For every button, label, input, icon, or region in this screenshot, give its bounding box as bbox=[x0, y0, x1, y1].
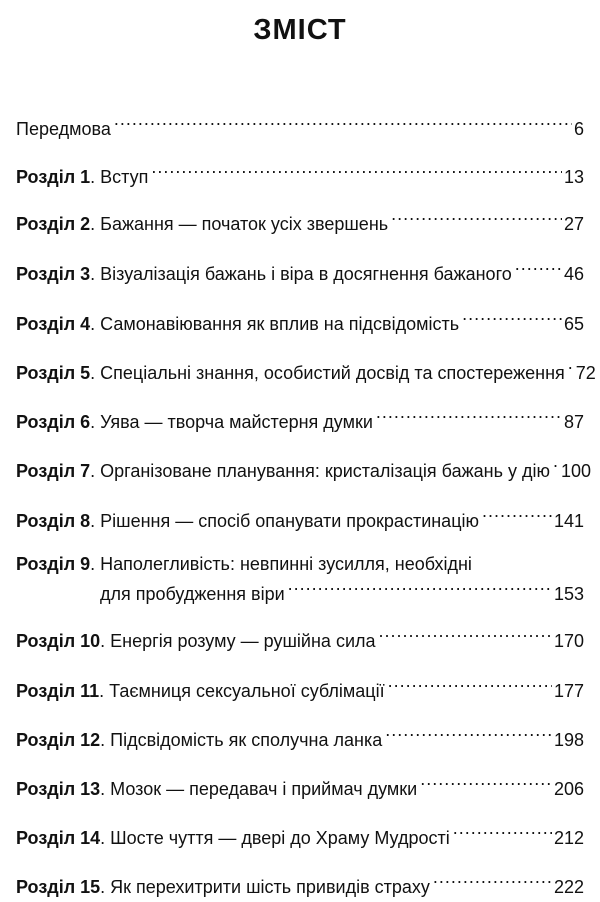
toc-entry-title: . Рішення — спосіб опанувати прокрастинацію bbox=[90, 511, 480, 531]
toc-entry-title: . Уява — творча майстерня думки bbox=[90, 412, 373, 432]
toc-page-number: 206 bbox=[553, 779, 584, 799]
toc-entry-title: . Таємниця сексуальної сублімації bbox=[99, 681, 385, 701]
leader-dots bbox=[391, 206, 562, 230]
toc-entry-title: . Енергія розуму — рушійна сила bbox=[100, 631, 376, 651]
toc-entry-chapter-4[interactable] bbox=[16, 306, 584, 336]
toc-entry-chapter-10[interactable] bbox=[16, 623, 584, 653]
toc-entry-chapter-13[interactable] bbox=[16, 771, 584, 801]
chapter-label: Розділ 9 bbox=[16, 554, 91, 574]
chapter-label: Розділ 13 bbox=[16, 779, 101, 799]
leader-dots bbox=[420, 771, 552, 795]
chapter-label: Розділ 12 bbox=[16, 730, 101, 750]
toc-entry-title: . Бажання — початок усіх звершень bbox=[90, 214, 389, 234]
toc-entry-chapter-9[interactable] bbox=[16, 552, 584, 606]
toc-entry-title: . Вступ bbox=[90, 167, 149, 187]
chapter-label: Розділ 14 bbox=[16, 828, 101, 848]
chapter-label: Розділ 2 bbox=[16, 214, 91, 234]
toc-entry-chapter-15[interactable] bbox=[16, 869, 584, 899]
chapter-label: Розділ 15 bbox=[16, 877, 101, 897]
toc-page-number: 100 bbox=[560, 461, 592, 481]
leader-dots bbox=[288, 576, 552, 600]
leader-dots bbox=[114, 111, 572, 135]
toc-page-number: 198 bbox=[553, 730, 584, 750]
toc-entry-chapter-8[interactable] bbox=[16, 503, 584, 533]
toc-page-number: 13 bbox=[563, 167, 584, 187]
leader-dots bbox=[388, 673, 552, 697]
chapter-label: Розділ 7 bbox=[16, 461, 91, 481]
leader-dots bbox=[568, 355, 574, 379]
toc-page-number: 72 bbox=[575, 363, 596, 383]
toc-entry-title: . Як перехитрити шість привидів страху bbox=[100, 877, 430, 897]
leader-dots bbox=[376, 404, 562, 428]
toc-page-number: 141 bbox=[553, 511, 584, 531]
toc-entry-title-continuation: для пробудження віри bbox=[100, 584, 285, 604]
toc-entry-chapter-2[interactable] bbox=[16, 206, 584, 236]
toc-entry-title: Передмова bbox=[16, 119, 111, 139]
toc-entry-title: . Підсвідомість як сполучна ланка bbox=[100, 730, 383, 750]
leader-dots bbox=[515, 256, 562, 280]
leader-dots bbox=[553, 453, 559, 477]
toc-page-number: 177 bbox=[553, 681, 584, 701]
toc-entry-chapter-11[interactable] bbox=[16, 673, 584, 703]
toc-page-number: 170 bbox=[553, 631, 584, 651]
toc-entry-chapter-14[interactable] bbox=[16, 820, 584, 850]
leader-dots bbox=[453, 820, 552, 844]
chapter-label: Розділ 11 bbox=[16, 681, 100, 701]
chapter-label: Розділ 4 bbox=[16, 314, 91, 334]
toc-entry-title: . Спеціальні знання, особистий досвід та спостереження bbox=[90, 363, 565, 383]
chapter-label: Розділ 1 bbox=[16, 167, 91, 187]
leader-dots bbox=[151, 159, 562, 183]
toc-page-number: 27 bbox=[563, 214, 584, 234]
leader-dots bbox=[385, 722, 552, 746]
toc-entry-chapter-7[interactable] bbox=[16, 453, 592, 483]
toc-entry-chapter-3[interactable] bbox=[16, 256, 584, 286]
leader-dots bbox=[379, 623, 552, 647]
toc-page-number: 153 bbox=[553, 584, 584, 604]
page-title: ЗМІСТ bbox=[253, 14, 347, 46]
chapter-label: Розділ 3 bbox=[16, 264, 91, 284]
toc-entry-title: . Наполегливість: невпинні зусилля, необхідні bbox=[90, 554, 472, 574]
toc-entry-chapter-6[interactable] bbox=[16, 404, 584, 434]
toc-page-number: 212 bbox=[553, 828, 584, 848]
chapter-label: Розділ 10 bbox=[16, 631, 101, 651]
toc-page-number: 222 bbox=[553, 877, 584, 897]
toc-entry-preface[interactable] bbox=[16, 111, 584, 141]
leader-dots bbox=[462, 306, 562, 330]
chapter-label: Розділ 6 bbox=[16, 412, 91, 432]
toc-entry-title: . Організоване планування: кристалізація бажань у дію bbox=[90, 461, 550, 481]
toc-entry-chapter-12[interactable] bbox=[16, 722, 584, 752]
toc-entry-title: . Візуалізація бажань і віра в досягнення бажаного bbox=[90, 264, 512, 284]
chapter-label: Розділ 5 bbox=[16, 363, 91, 383]
toc-entry-title: . Самонавіювання як вплив на підсвідомість bbox=[90, 314, 460, 334]
leader-dots bbox=[482, 503, 552, 527]
leader-dots bbox=[433, 869, 552, 893]
toc-page-number: 6 bbox=[573, 119, 584, 139]
toc-entry-chapter-1[interactable] bbox=[16, 159, 584, 189]
toc-page-number: 65 bbox=[563, 314, 584, 334]
toc-entry-chapter-5[interactable] bbox=[16, 355, 596, 385]
toc-entry-title: . Шосте чуття — двері до Храму Мудрості bbox=[100, 828, 450, 848]
toc-page-number: 46 bbox=[563, 264, 584, 284]
chapter-label: Розділ 8 bbox=[16, 511, 91, 531]
toc-entry-title: . Мозок — передавач і приймач думки bbox=[100, 779, 418, 799]
toc-page-number: 87 bbox=[563, 412, 584, 432]
